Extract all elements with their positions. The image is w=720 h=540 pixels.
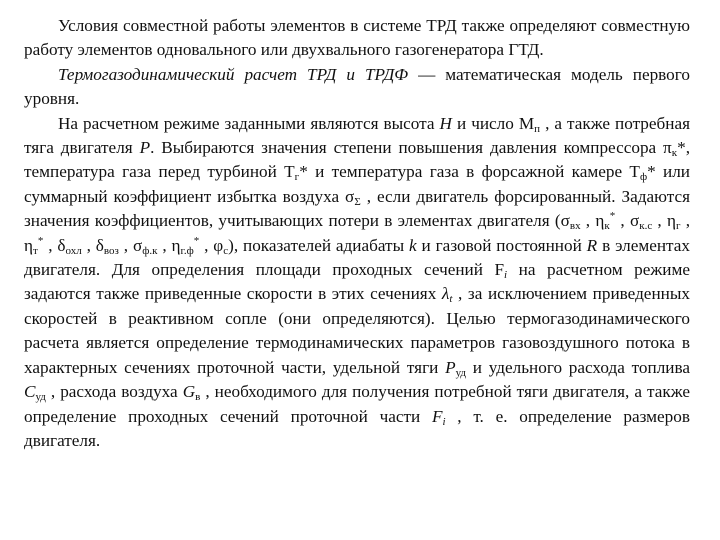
- paragraph-model-level-text: — математическая модель первого уровня.: [24, 64, 690, 109]
- subscript: ф: [639, 171, 648, 184]
- paragraph-model-level: [24, 63, 690, 112]
- paragraph-design-mode: [24, 112, 690, 454]
- subscript: охл: [65, 244, 82, 257]
- subscript: Σ: [354, 195, 361, 208]
- text-fragment: ), показателей адиабаты: [228, 235, 410, 255]
- text-fragment: , η: [24, 211, 690, 255]
- subscript: i: [504, 269, 508, 282]
- subscript: в: [195, 391, 201, 404]
- text-fragment: *, температура газа перед турбиной Т: [24, 138, 690, 182]
- subscript: г: [294, 171, 300, 184]
- subscript: г: [675, 220, 681, 233]
- paragraph-intro: Условия совместной работы элементов в системе ТРД также определяют совместную работу элементов одновального или двухвального газогенератора ГТД.: [24, 16, 690, 60]
- text-fragment: , σ: [118, 235, 143, 255]
- subscript: воз: [103, 244, 119, 257]
- text-fragment: На расчетном режиме заданными являются высота: [58, 113, 440, 133]
- text-fragment: , η: [157, 235, 181, 255]
- text-fragment: , δ: [43, 235, 66, 255]
- subscript: г.ф: [180, 244, 194, 257]
- text-fragment: , η: [580, 211, 605, 231]
- subscript: т: [33, 244, 38, 257]
- superscript: *: [193, 234, 200, 247]
- subscript: t: [449, 293, 453, 306]
- text-fragment: , η: [652, 211, 676, 231]
- text-fragment: , если двигатель форсированный. Задаются значения коэффициентов, учитывающих потери в элементах двигателя (σ: [24, 186, 690, 231]
- text-fragment: * или суммарный коэффициент избытка воздуха σ: [24, 162, 690, 206]
- text-fragment: и число М: [451, 113, 535, 133]
- text-fragment: , необходимого для получения потребной тяги двигателя, а также определение проходных сечений проточной части: [24, 382, 690, 426]
- text-fragment: на расчетном режиме задаются также приведенные скорости в этих сечениях: [24, 260, 690, 304]
- symbol-adiabatic-index: k: [409, 235, 417, 255]
- superscript: *: [609, 210, 616, 223]
- text-fragment: , σ: [615, 211, 640, 231]
- subscript: к: [671, 147, 678, 160]
- text-fragment: . Выбираются значения степени повышения давления компрессора π: [150, 138, 672, 158]
- italic-heading: Термогазодинамический расчет ТРД и ТРДФ: [58, 64, 409, 84]
- text-fragment: , т. е. определение размеров двигателя.: [24, 406, 690, 450]
- subscript: к: [604, 220, 610, 233]
- subscript: вх: [569, 220, 581, 233]
- text-fragment: , расхода воздуха: [45, 382, 183, 402]
- symbol-section-area: F: [431, 406, 443, 426]
- symbol-specific-fuel-consumption: C: [24, 382, 36, 402]
- symbol-altitude: H: [439, 113, 452, 133]
- subscript: п: [534, 122, 541, 135]
- text-fragment: и удельного расхода топлива: [466, 357, 690, 377]
- subscript: с: [223, 244, 229, 257]
- symbol-lambda: λ: [441, 284, 450, 304]
- symbol-air-flow: G: [182, 382, 196, 402]
- symbol-specific-thrust: P: [445, 357, 456, 377]
- superscript: *: [37, 234, 44, 247]
- text-fragment: * и температура газа в форсажной камере Т: [299, 162, 640, 182]
- text-fragment: в элементах двигателя. Для определения площади проходных сечений F: [24, 235, 690, 280]
- text-fragment: и газовой постоянной: [416, 235, 587, 255]
- subscript: к.с: [639, 220, 653, 233]
- subscript: уд: [455, 366, 466, 379]
- subscript: i: [442, 415, 446, 428]
- text-fragment: , а также потребная тяга двигателя: [24, 113, 691, 158]
- text-fragment: , за исключением приведенных скоростей в реактивном сопле (они определяются). Целью термогазодинамического расчета является определение термодинамических параметров газовоздушного потока в характерных сечениях проточной части, удельной тяги: [24, 284, 690, 377]
- text-fragment: , φ: [199, 235, 224, 255]
- subscript: ф.к: [142, 244, 158, 257]
- symbol-gas-constant: R: [586, 235, 598, 255]
- symbol-thrust: P: [139, 138, 151, 158]
- subscript: уд: [35, 391, 46, 404]
- text-fragment: , δ: [81, 235, 104, 255]
